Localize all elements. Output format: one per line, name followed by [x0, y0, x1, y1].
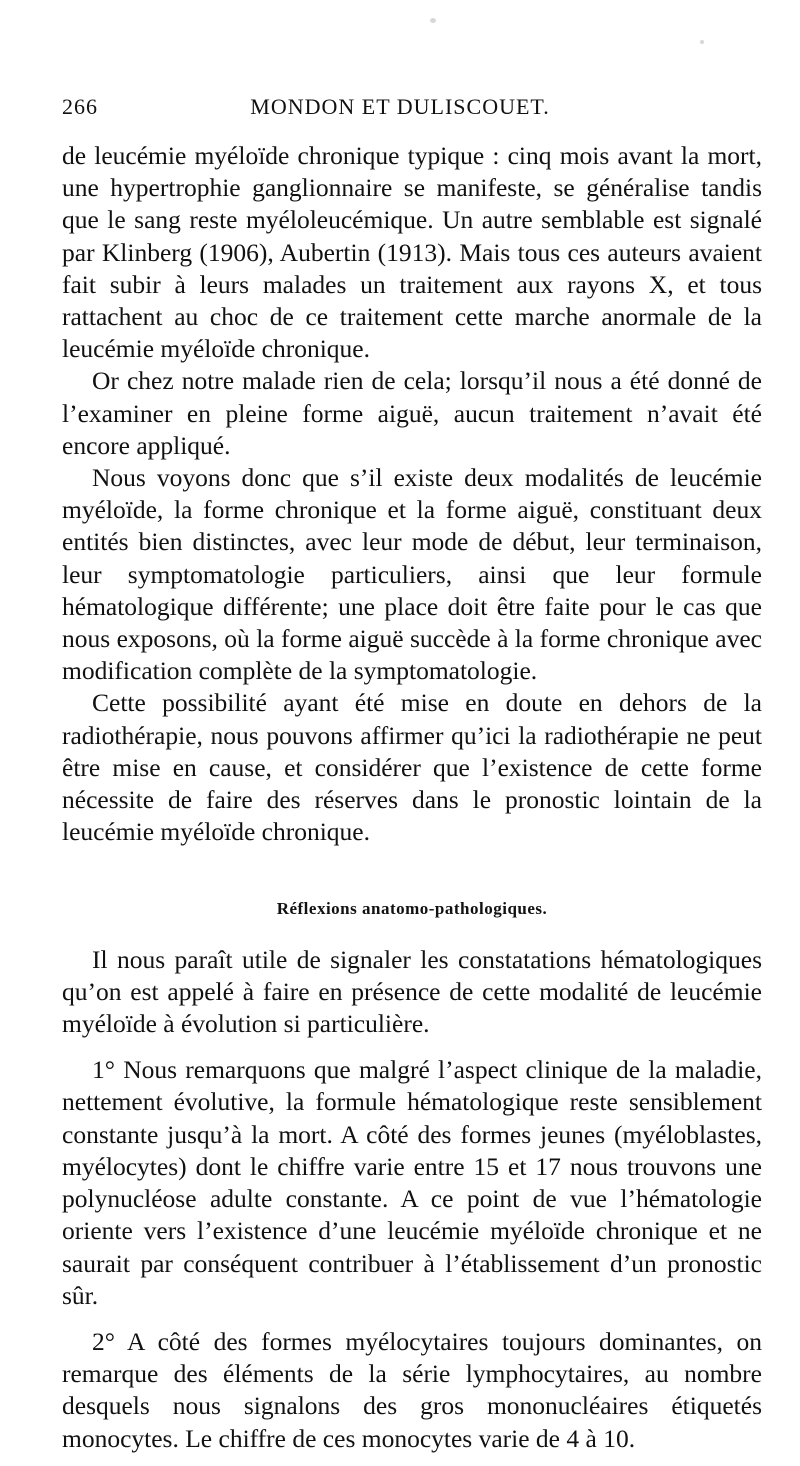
paragraph: Or chez notre malade rien de cela; lorsqu’il nous a été donné de l’examiner en pleine forme aiguë, aucun traitement n’avait été encore appliqué. — [62, 366, 762, 460]
body-text — [62, 140, 762, 1455]
paragraph: de leucémie myéloïde chronique typique : cinq mois avant la mort, une hypertrophie ganglionnaire se manifeste, se généralise tandis que le sang reste myéloleucémique. Un autre semblable est signalé par Klinberg (1906), Aubertin (1913). Mais tous ces auteurs avaient fait subir à leurs malades un traitement aux rayons X, et tous rattachent au choc de ce traitement cette marche anormale de la leucémie myéloïde chronique. — [62, 141, 762, 364]
section-heading: Réflexions anatomo-pathologiques. — [276, 899, 548, 919]
page-number: 266 — [62, 94, 98, 119]
paragraph: 1° Nous remarquons que malgré l’aspect clinique de la maladie, nettement évolutive, la formule hématologique reste sensiblement constante jusqu’à la mort. A côté des formes jeunes (myéloblastes, myélocytes) dont le chiffre varie entre 15 et 17 nous trouvons une polynucléose adulte constante. A ce point de vue l’hématologie oriente vers l’existence d’une leucémie myéloïde chronique et ne saurait par conséquent contribuer à l’établissement d’un pronostic sûr. — [62, 1055, 762, 1310]
paragraph: 2° A côté des formes myélocytaires toujours dominantes, on remarque des éléments de la série lymphocytaires, au nombre desquels nous signalons des gros mononucléaires étiquetés monocytes. Le chiffre de ces monocytes varie de 4 à 10. — [62, 1326, 762, 1453]
paragraph: Cette possibilité ayant été mise en doute en dehors de la radiothérapie, nous pouvons affirmer qu’ici la radiothérapie ne peut être mise en cause, et considérer que l’existence de cette forme nécessite de faire des réserves dans le pronostic lointain de la leucémie myéloïde chronique. — [62, 688, 762, 847]
running-head: MONDON ET DULISCOUET. — [250, 94, 550, 119]
speck — [430, 18, 436, 23]
paragraph: Il nous paraît utile de signaler les constatations hématologiques qu’on est appelé à faire en présence de cette modalité de leucémie myéloïde à évolution si particulière. — [62, 944, 762, 1039]
page-header — [0, 94, 800, 126]
speck — [700, 40, 704, 44]
paragraph: Nous voyons donc que s’il existe deux modalités de leucémie myéloïde, la forme chronique et la forme aiguë, constituant deux entités bien distinctes, avec leur mode de début, leur terminaison, leur symptomatologie particuliers, ainsi que leur formule hématologique différente; une place doit être faite pour le cas que nous exposons, où la forme aiguë succède à la forme chronique avec modification complète de la symptomatologie. — [62, 463, 762, 686]
